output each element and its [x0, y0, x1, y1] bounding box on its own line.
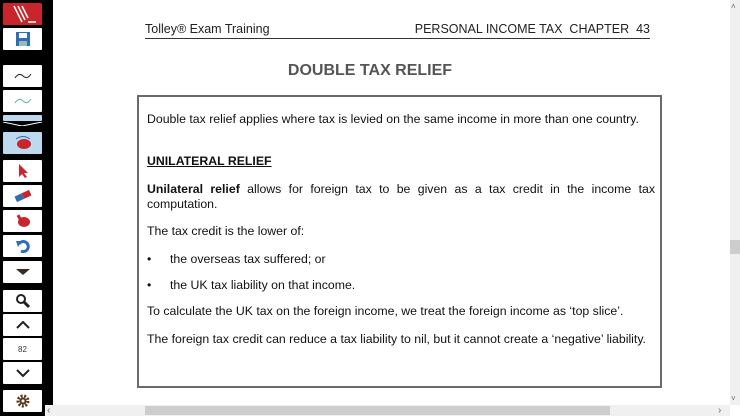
scroll-left-arrow[interactable]: ‹	[47, 405, 51, 416]
previous-page-button[interactable]	[3, 314, 42, 336]
gear-icon	[15, 393, 31, 409]
header-right: PERSONAL INCOME TAX CHAPTER 43	[414, 22, 650, 36]
section-heading: UNILATERAL RELIEF	[147, 154, 272, 168]
save-button[interactable]	[3, 28, 42, 50]
caret-down-icon	[15, 268, 31, 276]
credit-paragraph: The tax credit is the lower of:	[147, 224, 305, 238]
horizontal-scroll-thumb[interactable]	[145, 406, 610, 415]
scroll-up-arrow[interactable]: ˄	[731, 2, 736, 11]
eraser-icon	[14, 190, 32, 202]
save-icon	[15, 31, 31, 47]
chevron-down-icon	[3, 122, 42, 126]
hand-icon	[14, 135, 32, 151]
intro-paragraph: Double tax relief applies where tax is levied on the same income in more than one country.	[147, 112, 639, 126]
search-icon	[15, 293, 31, 309]
line-width-button[interactable]	[3, 115, 42, 121]
search-button[interactable]	[3, 290, 42, 312]
settings-button[interactable]	[3, 390, 42, 412]
next-page-button[interactable]	[3, 362, 42, 384]
negative-paragraph: The foreign tax credit can reduce a tax liability to nil, but it cannot create a ‘negative’ liability.	[147, 332, 646, 346]
hand-pointer-icon	[15, 213, 31, 229]
highlighter-tool-button[interactable]	[3, 90, 42, 112]
unilateral-paragraph	[147, 182, 655, 212]
clear-annotations-button[interactable]	[3, 210, 42, 232]
logo-button[interactable]	[3, 3, 42, 25]
content-box: Double tax relief applies where tax is levied on the same income in more than one country. UNILATERAL RELIEF Unilateral relief allows for foreign tax to be given as a tax credit in the income tax computation. The tax credit is the lower of: • the overseas tax suffered; or • the UK tax liability on that income. To calculate the UK tax on the foreign income, we treat the foreign income as ‘top slice’. The foreign tax credit can reduce a tax liability to nil, but it cannot create a ‘negative’ liability.	[137, 95, 662, 388]
header-left: Tolley® Exam Training	[145, 22, 270, 36]
eraser-button[interactable]	[3, 185, 42, 207]
highlighter-line-icon	[13, 96, 33, 106]
vertical-scrollbar[interactable]	[730, 0, 740, 405]
scroll-down-arrow[interactable]: ˅	[731, 394, 736, 403]
undo-icon	[15, 239, 31, 253]
undo-button[interactable]	[3, 235, 42, 257]
vertical-scroll-thumb[interactable]	[730, 240, 740, 254]
unilateral-bold: Unilateral relief	[147, 182, 240, 196]
pointer-arrow-icon	[16, 163, 30, 179]
pan-hand-button[interactable]	[3, 132, 42, 154]
page-number-field[interactable]: 82	[3, 338, 42, 360]
dropdown-button[interactable]	[3, 261, 42, 283]
page-title: DOUBLE TAX RELIEF	[287, 62, 453, 79]
logo-icon	[8, 4, 38, 24]
header-rule	[145, 38, 650, 39]
chevron-up-icon	[16, 321, 30, 329]
unilateral-text: allows for foreign tax to be given as a tax credit in the income tax computation.	[147, 182, 655, 211]
top-slice-paragraph: To calculate the UK tax on the foreign income, we treat the foreign income as ‘top slice’.	[147, 304, 624, 318]
select-button[interactable]	[3, 160, 42, 182]
chevron-down-icon	[16, 369, 30, 377]
expand-chevron[interactable]	[3, 122, 42, 126]
scroll-right-arrow[interactable]: ›	[718, 405, 722, 416]
